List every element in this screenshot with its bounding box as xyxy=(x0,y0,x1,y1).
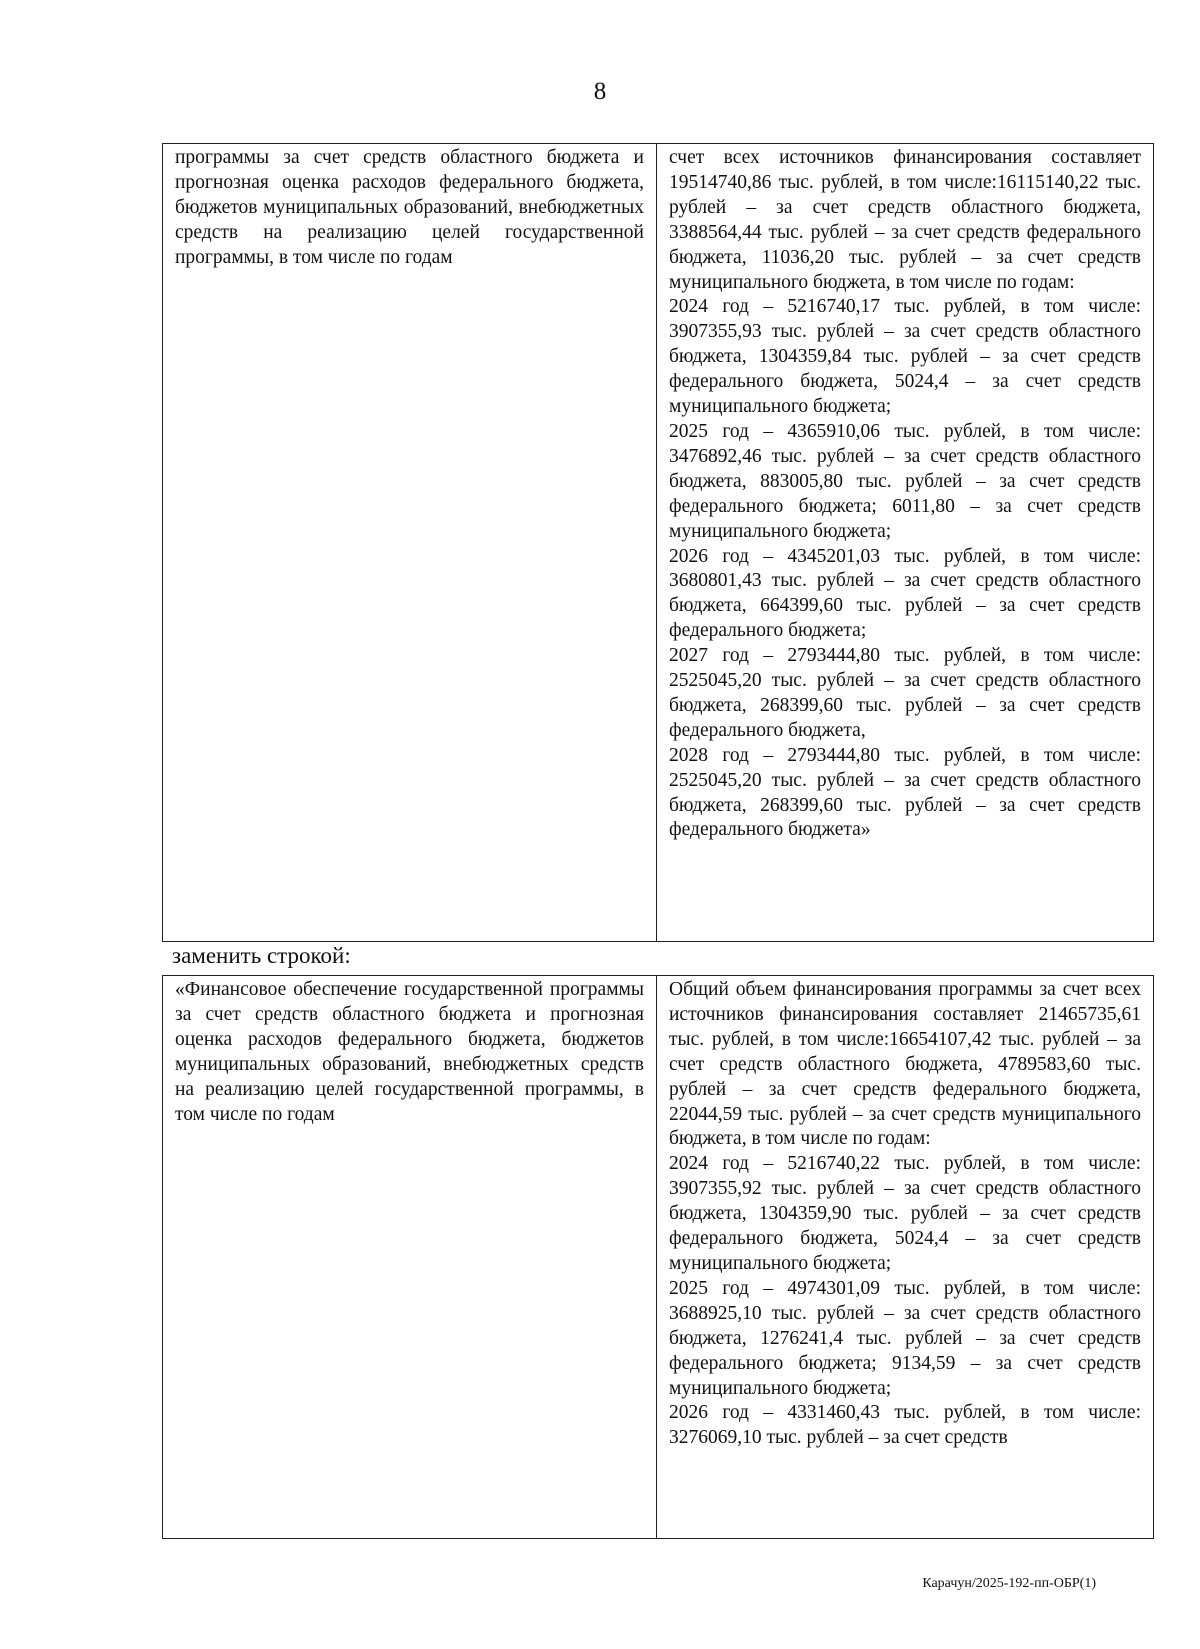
paragraph-2026: 2026 год – 4331460,43 тыс. рублей, в том числе: 3276069,10 тыс. рублей – за счет средств xyxy=(669,1402,1141,1449)
funding-table-old xyxy=(162,143,1154,942)
document-reference: Карачун/2025-192-пп-ОБР(1) xyxy=(922,1576,1096,1591)
paragraph-total: Общий объем финансирования программы за счет всех источников финансирования составляет 21465735,61 тыс. рублей, в том числе:16654107,42 тыс. рублей – за счет средств областного бюджета, 4789583,60 тыс. рублей – за счет средств федерального бюджета, 22044,59 тыс. рублей – за счет средств муниципального бюджета, в том числе по годам: xyxy=(669,979,1141,1150)
row-value-cell xyxy=(657,976,1154,1539)
paragraph-total: счет всех источников финансирования составляет 19514740,86 тыс. рублей, в том числе:16115140,22 тыс. рублей – за счет средств областного бюджета, 3388564,44 тыс. рублей – за счет средств федерального бюджета, 11036,20 тыс. рублей – за счет средств муниципального бюджета, в том числе по годам: xyxy=(669,147,1141,293)
paragraph-2027: 2027 год – 2793444,80 тыс. рублей, в том числе: 2525045,20 тыс. рублей – за счет средств областного бюджета, 268399,60 тыс. рублей – за счет средств федерального бюджета, xyxy=(669,645,1141,741)
replace-instruction: заменить строкой: xyxy=(172,943,351,968)
table-row xyxy=(163,144,1154,942)
paragraph-2024: 2024 год – 5216740,22 тыс. рублей, в том числе: 3907355,92 тыс. рублей – за счет средств областного бюджета, 1304359,90 тыс. рублей – за счет средств федерального бюджета, 5024,4 – за счет средств муниципального бюджета; xyxy=(669,1153,1141,1274)
paragraph-2026: 2026 год – 4345201,03 тыс. рублей, в том числе: 3680801,43 тыс. рублей – за счет средств областного бюджета, 664399,60 тыс. рублей – за счет средств федерального бюджета; xyxy=(669,545,1141,642)
paragraph-2025: 2025 год – 4974301,09 тыс. рублей, в том числе: 3688925,10 тыс. рублей – за счет средств областного бюджета, 1276241,4 тыс. рублей – за счет средств федерального бюджета; 9134,59 – за счет средств муниципального бюджета; xyxy=(669,1277,1141,1399)
page-number: 8 xyxy=(593,78,607,105)
paragraph-2025: 2025 год – 4365910,06 тыс. рублей, в том числе: 3476892,46 тыс. рублей – за счет средств областного бюджета, 883005,80 тыс. рублей – за счет средств федерального бюджета; 6011,80 – за счет средств муниципального бюджета; xyxy=(669,420,1141,542)
paragraph-2028: 2028 год – 2793444,80 тыс. рублей, в том числе: 2525045,20 тыс. рублей – за счет средств областного бюджета, 268399,60 тыс. рублей – за счет средств федерального бюджета» xyxy=(669,744,1141,841)
funding-table-new xyxy=(162,975,1154,1539)
row-value-cell xyxy=(657,144,1154,942)
row-heading-cell: «Финансовое обеспечение государственной программы за счет средств областного бюджета и прогнозная оценка расходов федерального бюджета, бюджетов муниципальных образований, внебюджетных средств на реализацию целей государственной программы, в том числе по годам xyxy=(163,976,657,1539)
paragraph-2024: 2024 год – 5216740,17 тыс. рублей, в том числе: 3907355,93 тыс. рублей – за счет средств областного бюджета, 1304359,84 тыс. рублей – за счет средств федерального бюджета, 5024,4 – за счет средств муниципального бюджета; xyxy=(669,296,1141,418)
row-heading-cell: программы за счет средств областного бюджета и прогнозная оценка расходов федерального бюджета, бюджетов муниципальных образований, внебюджетных средств на реализацию целей государственной программы, в том числе по годам xyxy=(163,144,657,942)
table-row xyxy=(163,976,1154,1539)
